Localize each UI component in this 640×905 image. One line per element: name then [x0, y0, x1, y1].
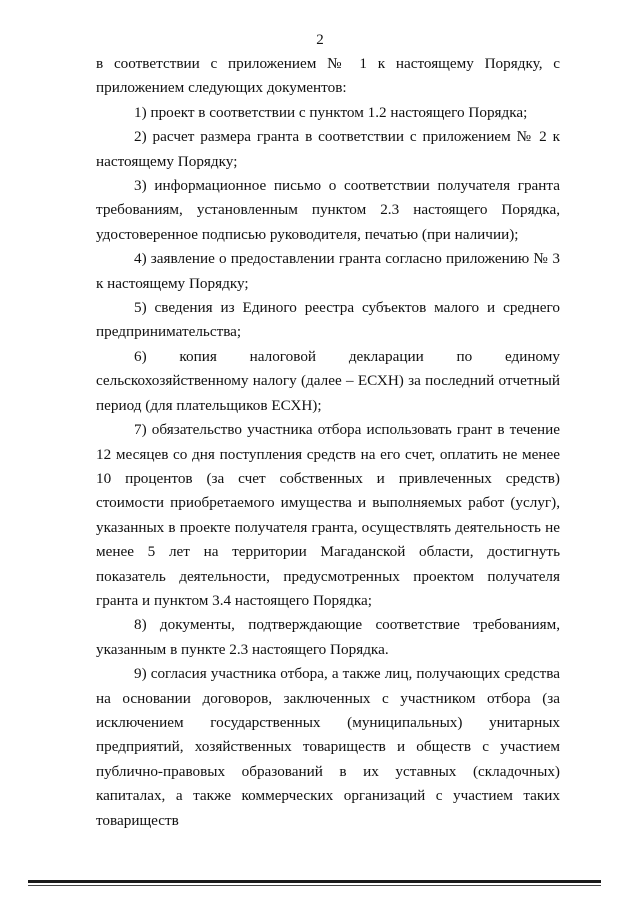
list-item-8: 8) документы, подтверждающие соответствие требованиям, указанным в пункте 2.3 настоящего Порядка. — [96, 616, 560, 658]
list-item-5: 5) сведения из Единого реестра субъектов малого и среднего предпринимательства; — [96, 299, 560, 341]
list-item-2: 2) расчет размера гранта в соответствии с приложением № 2 к настоящему Порядку; — [96, 128, 560, 170]
list-item-7: 7) обязательство участника отбора использовать грант в течение 12 месяцев со дня поступления средств на его счет, оплатить не менее 10 процентов (за счет собственных и привлеченных средств) стоимости приобретаемого имущества и выполняемых работ (услуг), указанных в проекте получателя гранта, осуществлять деятельность не менее 5 лет на территории Магаданской области, достигнуть показатель деятельности, предусмотренных проектом получателя гранта и пунктом 3.4 настоящего Порядка; — [96, 421, 560, 609]
list-item-3: 3) информационное письмо о соответствии получателя гранта требованиям, установленным пунктом 2.3 настоящего Порядка, удостоверенное подписью руководителя, печатью (при наличии); — [96, 177, 560, 243]
list-item-6: 6) копия налоговой декларации по единому сельскохозяйственному налогу (далее – ЕСХН) за последний отчетный период (для плательщиков ЕСХН); — [96, 347, 560, 414]
list-item-1: 1) проект в соответствии с пунктом 1.2 настоящего Порядка; — [134, 103, 528, 121]
list-item-9: 9) согласия участника отбора, а также лиц, получающих средства на основании договоров, заключенных с участником отбора (за исключением государственных (муниципальных) унитарных предприятий, хозяйственных товариществ и обществ с участием публично-правовых образований в их уставных (складочных) капиталах, а также коммерческих организаций с участием таких товариществ — [96, 665, 560, 829]
bottom-rule — [28, 880, 601, 883]
document-body — [96, 52, 560, 833]
paragraph-intro: в соответствии с приложением № 1 к настоящему Порядку, с приложением следующих документов: — [96, 55, 560, 97]
list-item-4: 4) заявление о предоставлении гранта согласно приложению № 3 к настоящему Порядку; — [96, 250, 560, 292]
page-number: 2 — [316, 32, 324, 48]
bottom-rule-thin — [28, 885, 601, 886]
